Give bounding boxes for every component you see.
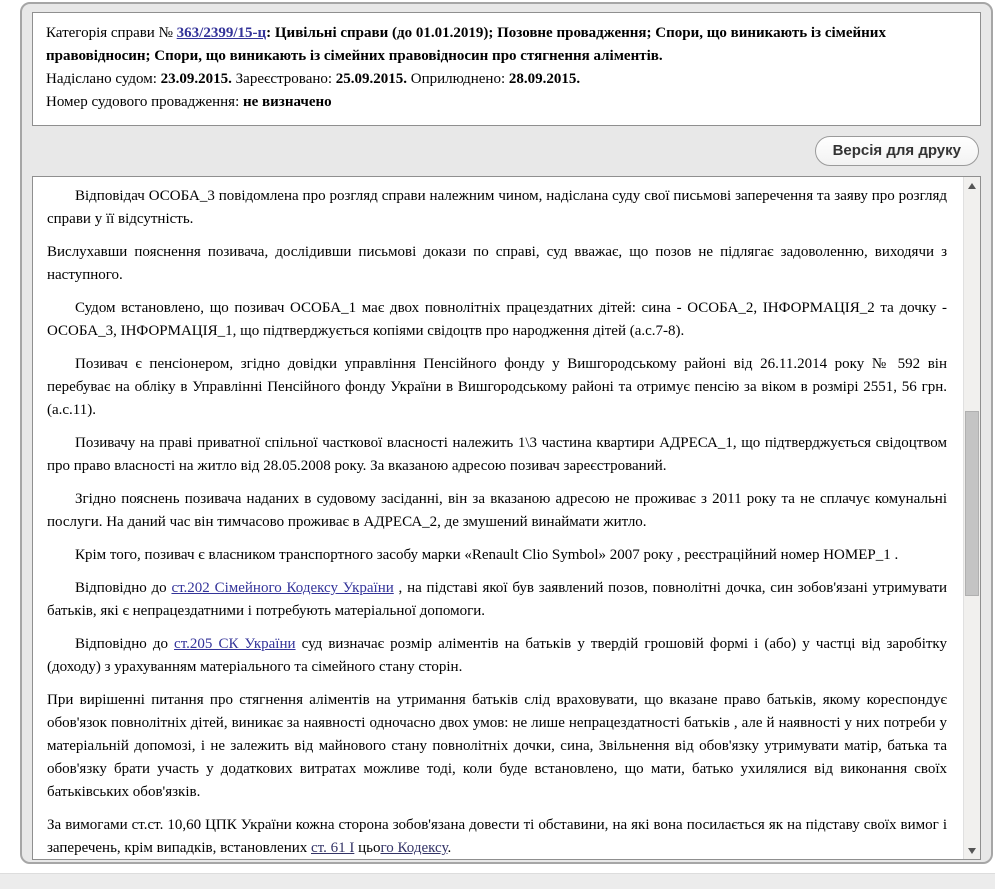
text-segment: При вирішенні питання про стягнення аліментів на утримання батьків слід враховувати, що вказане право батьків, якому кореспондує обов'язок повнолітніх дітей, виникає за наявності одночасно двох умов: не лише непрацездатності батьків , але й наявності у них потреби у матеріальній допомозі, і не залежить від майнового стану повнолітніх дочки, сина, Звільнення від обов'язку утримувати матір, батька та обов'язку брати участь у додаткових витратах можливе тоді, коли буде встановлено, що мати, батько ухилялися від виконання своїх батьківських обов'язків. xyxy=(47,692,947,800)
paragraph xyxy=(47,814,947,859)
paragraph xyxy=(47,297,947,343)
scrollbar-thumb[interactable] xyxy=(965,411,979,596)
vertical-scrollbar[interactable] xyxy=(963,177,980,859)
text-segment: Судом встановлено, що позивач ОСОБА_1 має двох повнолітніх працездатних дітей: сина - ОСОБА_2, ІНФОРМАЦІЯ_2 та дочку - ОСОБА_3, ІНФОРМАЦІЯ_1, що підтверджується копіями свідоцтв про народження дітей (а.с.7-8). xyxy=(47,300,947,339)
text-segment: Відповідач ОСОБА_3 повідомлена про розгляд справи належним чином, надіслана суду свої письмові заперечення та заяву про розгляд справи у її відсутність. xyxy=(47,188,947,227)
text-segment: , на підставі якої був заявлений позов, повнолітні дочка, син зобов'язані утримувати батьків, які є непрацездатними і потребують матеріальної допомоги. xyxy=(47,580,948,619)
paragraph xyxy=(47,185,947,231)
proceeding-label: Номер судового провадження: xyxy=(46,94,240,110)
text-segment: цьо xyxy=(354,840,381,856)
paragraph xyxy=(47,241,947,287)
text-segment: Відповідно до xyxy=(75,580,172,596)
print-version-button[interactable]: Версія для друку xyxy=(815,136,979,166)
text-segment: Позивачу на праві приватної спільної часткової власності належить 1\3 частина квартири АДРЕСА_1, що підтверджується свідоцтвом про право власності на житло від 28.05.2008 року. За вказаною адресою позивач зареєстрований. xyxy=(47,435,947,474)
sent-label: Надіслано судом: xyxy=(46,71,157,87)
case-panel xyxy=(20,2,993,864)
paragraph xyxy=(47,633,947,679)
published-date: 28.09.2015. xyxy=(508,71,581,87)
scroll-down-button[interactable] xyxy=(964,842,980,859)
sent-date: 23.09.2015. xyxy=(160,71,232,87)
paragraph xyxy=(47,488,947,534)
proceeding-number-line xyxy=(46,91,967,114)
text-segment: Позивач є пенсіонером, згідно довідки управління Пенсійного фонду у Вишгородському районі від 26.11.2014 року № 592 він перебуває на обліку в Управлінні Пенсійного фонду України в Вишгородському районі та отримує пенсію за віком в розмірі 2551, 56 грн. (а.с.11). xyxy=(47,356,947,418)
scrollbar-track[interactable] xyxy=(964,194,980,842)
case-categories-text: : Цивільні справи (до 01.01.2019); Позовне провадження; Спори, що виникають із сімейних правовідносин; Спори, що виникають із сімейних правовідносин про стягнення аліментів. xyxy=(46,25,886,64)
text-segment: За вимогами ст.ст. 10,60 ЦПК України кожна сторона зобов'язана довести ті обставини, на які вона посилається як на підставу своїх вимог і заперечень, крім випадків, встановлених xyxy=(47,817,947,856)
proceeding-value: не визначено xyxy=(243,94,332,110)
case-header xyxy=(32,12,981,126)
registered-label: Зареєстровано: xyxy=(235,71,333,87)
case-dates-line xyxy=(46,68,967,91)
case-category-label: Категорія справи № xyxy=(46,25,173,41)
document-body[interactable] xyxy=(33,177,963,859)
text-segment: Відповідно до xyxy=(75,636,175,652)
text-segment: . xyxy=(447,840,452,856)
case-number-link[interactable]: 363/2399/15-ц xyxy=(176,25,267,41)
statute-link[interactable]: ст. 61 І xyxy=(311,840,355,856)
toolbar xyxy=(32,126,981,176)
document-viewer xyxy=(32,176,981,860)
text-segment: Крім того, позивач є власником транспортного засобу марки «Renault Clio Symbol» 2007 року , реєстраційний номер НОМЕР_1 . xyxy=(75,547,899,563)
published-label: Оприлюднено: xyxy=(410,71,506,87)
paragraph xyxy=(47,544,947,567)
registered-date: 25.09.2015. xyxy=(335,71,408,87)
text-segment: Вислухавши пояснення позивача, дослідивши письмові докази по справі, суд вважає, що позов не підлягає задоволенню, виходячи з наступного. xyxy=(47,244,947,283)
triangle-down-icon xyxy=(968,848,976,854)
triangle-up-icon xyxy=(968,183,976,189)
text-segment: суд визначає розмір аліментів на батьків у твердій грошовій формі і (або) у частці від заробітку (доходу) з урахуванням матеріального та сімейного стану сторін. xyxy=(47,636,947,675)
footer-strip xyxy=(0,873,995,889)
text-segment: Згідно пояснень позивача наданих в судовому засіданні, він за вказаною адресою не проживає з 2011 року та не сплачує комунальні послуги. На даний час він тимчасово проживає в АДРЕСА_2, де змушений винаймати житло. xyxy=(47,491,947,530)
paragraph xyxy=(47,577,947,623)
paragraph xyxy=(47,432,947,478)
statute-link[interactable]: го Кодексу xyxy=(380,840,448,856)
paragraph xyxy=(47,353,947,422)
scroll-up-button[interactable] xyxy=(964,177,980,194)
paragraph xyxy=(47,689,947,804)
statute-link[interactable]: ст.202 Сімейного Кодексу України xyxy=(171,580,394,596)
statute-link[interactable]: ст.205 СК України xyxy=(174,636,296,652)
case-category-line xyxy=(46,22,967,68)
